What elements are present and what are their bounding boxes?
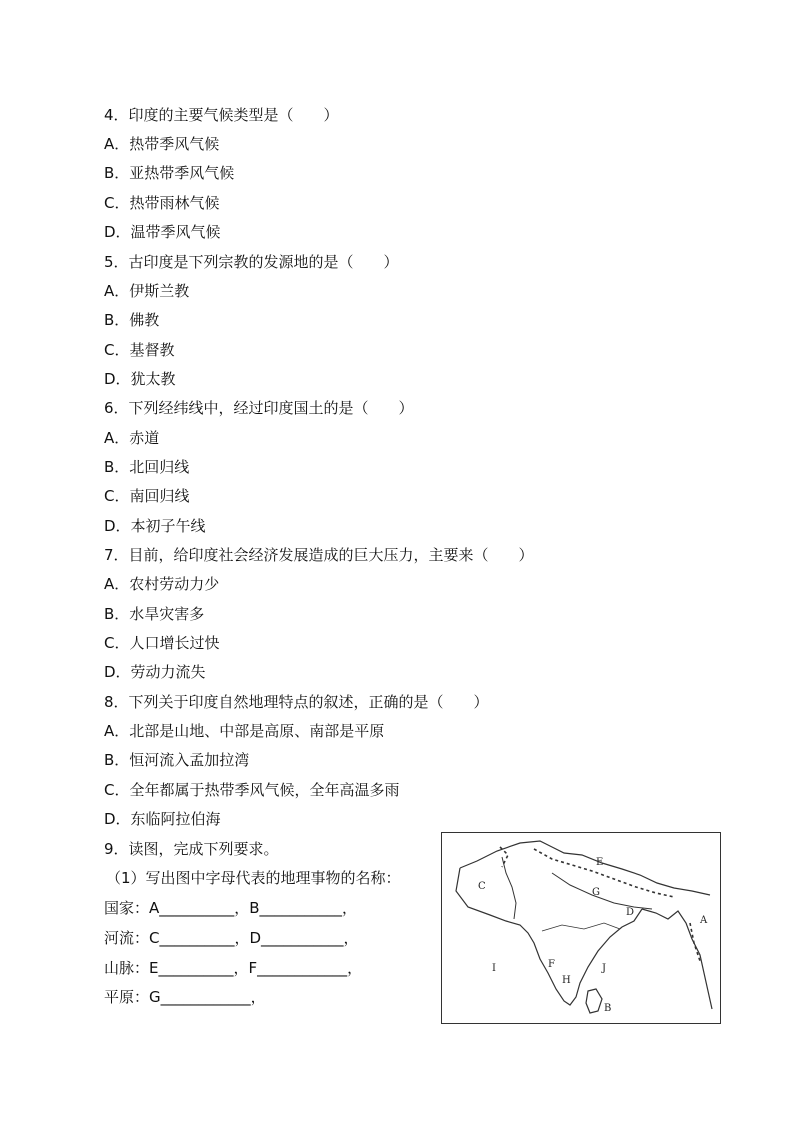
northern-border bbox=[460, 841, 710, 895]
map-label: B bbox=[604, 1003, 612, 1014]
fill-blank-line: 平原：G____________， bbox=[104, 988, 266, 1006]
option: A．北部是山地、中部是高原、南部是平原 bbox=[104, 722, 385, 740]
option: C．基督教 bbox=[104, 341, 175, 359]
fill-blank-line: 山脉：E__________，F____________， bbox=[104, 959, 363, 977]
option: B．水旱灾害多 bbox=[104, 605, 205, 623]
plateau-line bbox=[542, 923, 620, 931]
question-stem: 6．下列经纬线中，经过印度国土的是（ ） bbox=[104, 399, 414, 417]
option: C．人口增长过快 bbox=[104, 634, 220, 652]
fill-blank-line: 国家：A__________，B___________， bbox=[104, 899, 358, 917]
option: C．全年都属于热带季风气候，全年高温多雨 bbox=[104, 781, 400, 799]
map-label: A bbox=[700, 915, 708, 926]
map-label: H bbox=[562, 975, 571, 986]
sri-lanka-outline bbox=[586, 989, 602, 1013]
question-stem: 5．古印度是下列宗教的发源地的是（ ） bbox=[104, 253, 399, 271]
question-stem: 9．读图，完成下列要求。 bbox=[104, 840, 279, 858]
indus-river bbox=[502, 857, 516, 919]
option: B．佛教 bbox=[104, 311, 160, 329]
question-stem: 4．印度的主要气候类型是（ ） bbox=[104, 106, 339, 124]
range-east bbox=[690, 923, 700, 961]
option: D．犹太教 bbox=[104, 370, 176, 388]
himalaya-range bbox=[534, 849, 674, 897]
option: C．热带雨林气候 bbox=[104, 194, 220, 212]
question-stem: 7．目前，给印度社会经济发展造成的巨大压力，主要来（ ） bbox=[104, 546, 534, 564]
map-label: I bbox=[492, 963, 496, 974]
option: A．赤道 bbox=[104, 429, 160, 447]
option: D．东临阿拉伯海 bbox=[104, 810, 221, 828]
fill-blank-line: 河流：C__________，D___________， bbox=[104, 929, 359, 947]
option: B．亚热带季风气候 bbox=[104, 164, 235, 182]
map-label: C bbox=[478, 881, 486, 892]
option: D．温带季风气候 bbox=[104, 223, 221, 241]
option: B．恒河流入孟加拉湾 bbox=[104, 751, 250, 769]
option: A．农村劳动力少 bbox=[104, 575, 220, 593]
option: A．伊斯兰教 bbox=[104, 282, 190, 300]
map-label: J bbox=[602, 963, 607, 974]
option: D．本初子午线 bbox=[104, 517, 206, 535]
option: D．劳动力流失 bbox=[104, 663, 206, 681]
sub-question: （1）写出图中字母代表的地理事物的名称： bbox=[106, 869, 401, 887]
option: C．南回归线 bbox=[104, 487, 190, 505]
map-label: D bbox=[626, 907, 635, 918]
south-asia-map bbox=[441, 832, 721, 1024]
option: A．热带季风气候 bbox=[104, 135, 220, 153]
map-label: F bbox=[548, 959, 555, 970]
map-drawing bbox=[442, 833, 720, 1023]
option: B．北回归线 bbox=[104, 458, 190, 476]
ganges-river bbox=[552, 873, 652, 909]
map-label: G bbox=[592, 887, 600, 898]
question-stem: 8．下列关于印度自然地理特点的叙述，正确的是（ ） bbox=[104, 693, 489, 711]
map-label: E bbox=[596, 857, 604, 868]
